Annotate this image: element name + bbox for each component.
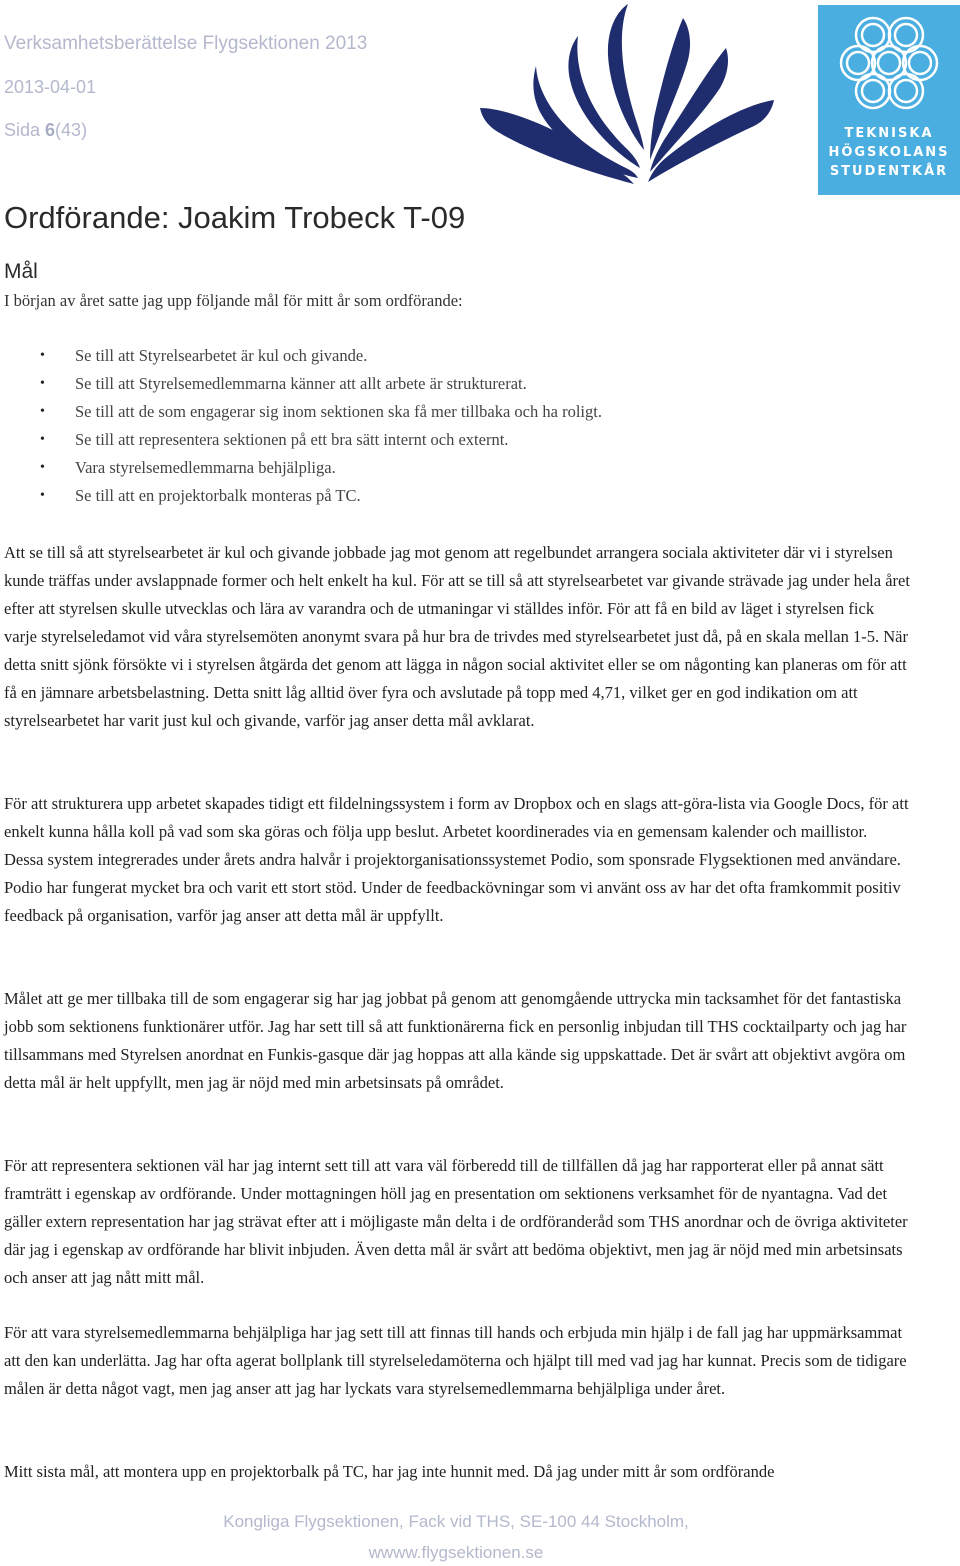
page-prefix: Sida xyxy=(4,120,46,140)
list-item-text: Vara styrelsemedlemmarna behjälpliga. xyxy=(75,458,336,477)
subheading: Mål xyxy=(4,260,38,283)
goals-list xyxy=(0,346,602,514)
list-item-text: Se till att representera sektionen på ett bra sätt internt och externt. xyxy=(75,430,509,449)
document-title: Verksamhetsberättelse Flygsektionen 2013 xyxy=(4,33,368,54)
bullet-icon: • xyxy=(40,404,45,419)
ths-logo-line2: HÖGSKOLANS xyxy=(828,145,950,160)
list-item-text: Se till att Styrelsearbetet är kul och givande. xyxy=(75,346,368,365)
footer-address: Kongliga Flygsektionen, Fack vid THS, SE-100 44 Stockholm, xyxy=(223,1512,689,1531)
ths-logo-line3: STUDENTKÅR xyxy=(829,164,949,179)
list-item xyxy=(0,346,602,374)
bullet-icon: • xyxy=(40,460,45,475)
footer-website[interactable]: wwww.flygsektionen.se xyxy=(368,1543,544,1562)
list-item xyxy=(0,374,602,402)
paragraph-give-back: Målet att ge mer tillbaka till de som engagerar sig har jag jobbat på genom att genomgående uttrycka min tacksamhet för det fantastiska jobb som sektionens funktionärer utför. Jag har sett till så att funktionärerna fick en personlig inbjudan till THS cocktailparty och jag har tillsammans med Styrelsen anordnat en Funkis-gasque där jag hoppas att alla kände sig uppskattade. Det är svårt att objektivt avgöra om detta mål är helt uppfyllt, men jag är nöjd med min arbetsinsats på området. xyxy=(4,989,907,1092)
ths-logo xyxy=(818,5,960,195)
page-number: 6 xyxy=(45,120,56,140)
ths-logo-line1: TEKNISKA xyxy=(844,126,934,141)
page-indicator xyxy=(4,120,87,141)
paragraph-projector-beam: Mitt sista mål, att montera upp en projektorbalk på TC, har jag inte hunnit med. Då jag under mitt år som ordförande xyxy=(4,1462,775,1481)
paragraph-representation: För att representera sektionen väl har jag internt sett till att vara väl förberedd till de tillfällen då jag har rapporterat eller på annat sätt framträtt i egenskap av ordförande. Under mottagningen höll jag en presentation om sektionens verksamhet för de nyantagna. Vad det gäller extern representation har jag strävat efter att i möjligaste mån delta i de ordföranderåd som THS anordnar och de övriga aktiviteter där jag i egenskap av ordförande har blivit inbjuden. Även detta mål är svårt att bedöma objektivt, men jag är nöjd med min arbetsinsats och anser att jag nått mitt mål. xyxy=(4,1156,908,1287)
bullet-icon: • xyxy=(40,376,45,391)
paragraph-helpful: För att vara styrelsemedlemmarna behjälpliga har jag sett till att finnas till hands och erbjuda min hjälp i de fall jag har uppmärksammat att den kan underlätta. Jag har ofta agerat bollplank till styrelseledamöterna och hjälpt till med vad jag har kunnat. Precis som de tidigare målen är detta något vagt, men jag anser att jag har lyckats vara styrelsemedlemmarna behjälpliga under året. xyxy=(4,1323,907,1398)
section-heading: Ordförande: Joakim Trobeck T-09 xyxy=(4,200,466,235)
flygsektionen-logo xyxy=(478,0,778,190)
list-item-text: Se till att en projektorbalk monteras på TC. xyxy=(75,486,361,505)
list-item xyxy=(0,458,602,486)
list-item xyxy=(0,430,602,458)
bullet-icon: • xyxy=(40,488,45,503)
paragraph-structure: För att strukturera upp arbetet skapades tidigt ett fildelningssystem i form av Dropbox och en slags att-göra-lista via Google Docs, för att enkelt kunna hålla koll på vad som ska göras och följa upp beslut. Arbetet koordinerades via en gemensam kalender och maillistor. Dessa system integrerades under årets andra halvår i projektorganisationssystemet Podio, som sponsrade Flygsektionen med användare. Podio har fungerat mycket bra och varit ett stort stöd. Under de feedbackövningar som vi använt oss av har det ofta framkommit positiv feedback på organisation, varför jag anser att detta mål är uppfyllt. xyxy=(4,794,909,925)
paragraph-fun-and-rewarding: Att se till så att styrelsearbetet är kul och givande jobbade jag mot genom att regelbundet arrangera sociala aktiviteter där vi i styrelsen kunde träffas under avslappnade former och helt enkelt ha kul. För att se till så att styrelsearbetet var givande strävade jag under hela året efter att styrelsen skulle utvecklas och lära av varandra och de utmaningar vi ställdes inför. För att få en bild av läget i styrelsen fick varje styrelseledamot vid våra styrelsemöten anonymt svara på hur bra de trivdes med styrelsearbetet just då, på en skala mellan 1-5. När detta snitt sjönk försökte vi i styrelsen åtgärda det genom att lägga in någon social aktivitet eller se om någonting kan planeras om för att få en jämnare arbetsbelastning. Detta snitt låg alltid över fyra och avslutade på topp med 4,71, vilket ger en god indikation om att styrelsearbetet har varit just kul och givande, varför jag anser detta mål avklarat. xyxy=(4,543,910,730)
interlocking-rings-icon xyxy=(818,5,960,120)
list-item-text: Se till att Styrelsemedlemmarna känner att allt arbete är strukturerat. xyxy=(75,374,527,393)
page-total: (43) xyxy=(55,120,88,140)
document-date: 2013-04-01 xyxy=(4,77,97,97)
list-item xyxy=(0,486,602,514)
bullet-icon: • xyxy=(40,348,45,363)
list-item xyxy=(0,402,602,430)
intro-text: I början av året satte jag upp följande mål för mitt år som ordförande: xyxy=(4,291,463,310)
list-item-text: Se till att de som engagerar sig inom sektionen ska få mer tillbaka och ha roligt. xyxy=(75,402,602,421)
bullet-icon: • xyxy=(40,432,45,447)
